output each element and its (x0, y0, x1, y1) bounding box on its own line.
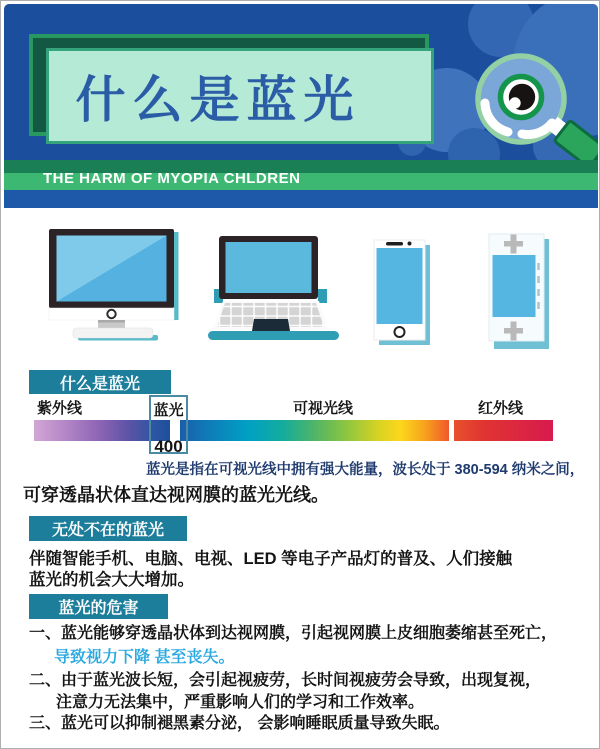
ubiquitous-text-line1: 伴随智能手机、电脑、电视、LED 等电子产品灯的普及、人们接触 (29, 550, 513, 568)
header (4, 4, 598, 160)
section-badge-harm: 蓝光的危害 (29, 594, 168, 619)
harm-item2-line2: 注意力无法集中，严重影响人们的学习和工作效率。 (56, 694, 425, 711)
ubiquitous-text-line2: 蓝光的机会大大增加。 (29, 571, 194, 589)
spectrum-caption-line2: 可穿透晶状体直达视网膜的蓝光光线。 (23, 485, 329, 505)
harm-item1-line1: 一、蓝光能够穿透晶状体到达视网膜，引起视网膜上皮细胞萎缩甚至死亡， (29, 625, 558, 642)
section-badge-ubiquitous: 无处不在的蓝光 (29, 516, 187, 541)
wavelength-400-marker: 400 (154, 437, 183, 456)
label-ultraviolet: 紫外线 (37, 400, 83, 417)
label-infrared: 红外线 (478, 400, 524, 417)
harm-item1-line2-highlight: 导致视力下降 甚至丧失。 (54, 649, 235, 666)
spectrum-caption-line1: 蓝光是指在可视光线中拥有强大能量，波长处于 380-594 纳米之间， (146, 462, 585, 478)
led-screen-icon (489, 234, 549, 349)
spectrum-bar-visible (180, 420, 449, 441)
harm-item3: 三、蓝光可以抑制褪黑素分泌， 会影响睡眠质量导致失眠。 (29, 715, 450, 732)
banner-subtitle: THE HARM OF MYOPIA CHLDREN (43, 170, 301, 187)
desktop-monitor-icon (49, 229, 179, 341)
harm-item2-line1: 二、由于蓝光波长短，会引起视疲劳，长时间视疲劳会导致，出现复视， (29, 672, 542, 689)
laptop-icon (208, 236, 339, 340)
section-badge-what-is-blue-light: 什么是蓝光 (29, 370, 171, 394)
device-illustrations (1, 221, 600, 351)
smartphone-icon (374, 240, 430, 345)
label-blue-light: 蓝光 (153, 402, 184, 419)
title-box (46, 48, 434, 144)
banner-stripe-blue (4, 190, 598, 208)
spectrum-bar-infrared (454, 420, 553, 441)
label-visible-light: 可视光线 (293, 400, 354, 417)
page-title: 什么是蓝光 (75, 72, 361, 128)
